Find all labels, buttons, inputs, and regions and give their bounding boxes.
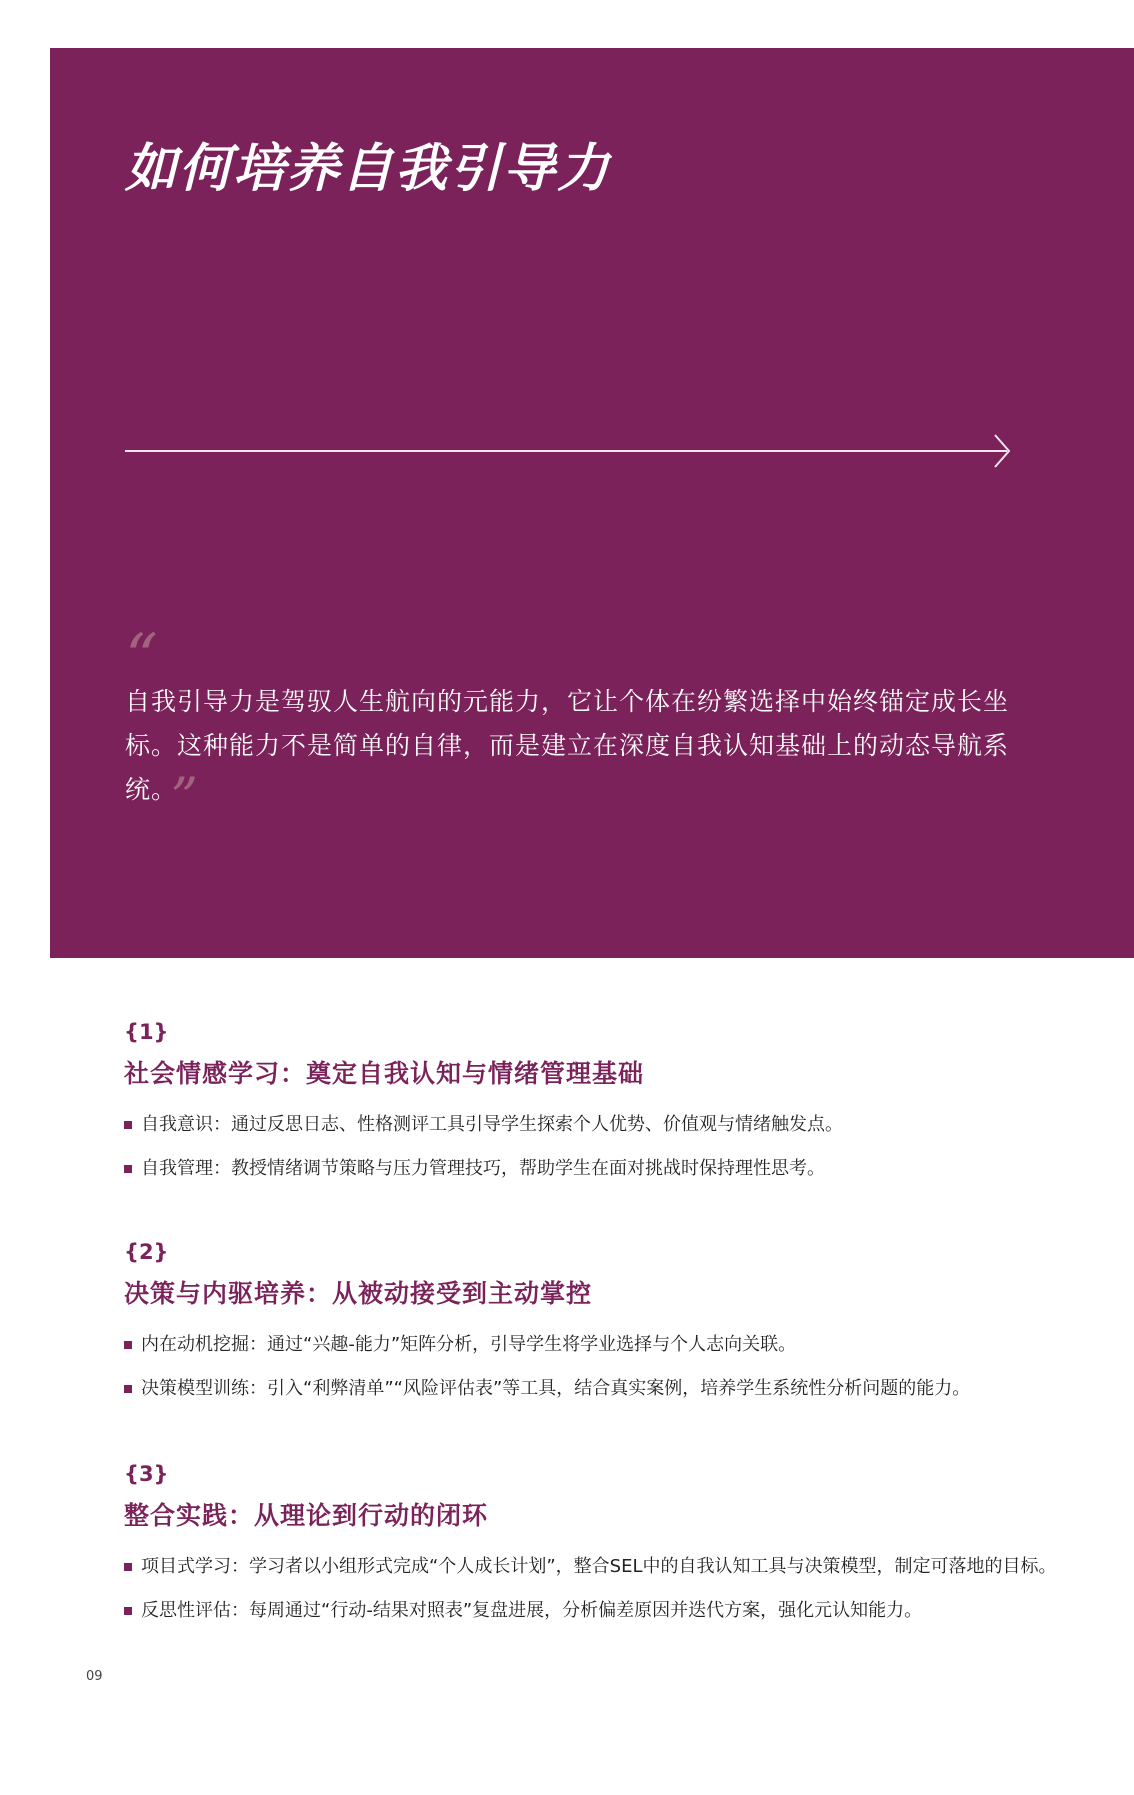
section-list (124, 1110, 1064, 1184)
square-bullet-icon (124, 1563, 132, 1571)
square-bullet-icon (124, 1121, 132, 1129)
section-title: 整合实践：从理论到行动的闭环 (124, 1501, 489, 1530)
section-3 (124, 1462, 1064, 1640)
section-number: {3} (124, 1462, 169, 1486)
section-title: 决策与内驱培养：从被动接受到主动掌控 (124, 1279, 593, 1308)
hero-banner (50, 48, 1134, 958)
square-bullet-icon (124, 1341, 132, 1349)
page-number: 09 (86, 1669, 103, 1684)
list-item: 决策模型训练：引入“利弊清单”“风险评估表”等工具，结合真实案例，培养学生系统性分析问题的能力。 (124, 1374, 1064, 1404)
section-list (124, 1552, 1064, 1626)
hero-quote-text: 自我引导力是驾驭人生航向的元能力，它让个体在纷繁选择中始终锚定成长坐标。这种能力不是简单的自律，而是建立在深度自我认知基础上的动态导航系统。 (125, 687, 1010, 804)
square-bullet-icon (124, 1607, 132, 1615)
list-item: 内在动机挖掘：通过“兴趣-能力”矩阵分析，引导学生将学业选择与个人志向关联。 (124, 1330, 1064, 1360)
section-list (124, 1330, 1064, 1404)
list-item: 反思性评估：每周通过“行动-结果对照表”复盘进展，分析偏差原因并迭代方案，强化元认知能力。 (124, 1596, 1064, 1626)
open-quote-icon: “ (125, 621, 158, 695)
square-bullet-icon (124, 1385, 132, 1393)
arrow-right-icon (125, 431, 1015, 471)
page-title: 如何培养自我引导力 (125, 139, 612, 199)
hero-quote (125, 680, 1025, 829)
close-quote-icon: ” (170, 766, 200, 829)
list-item: 自我管理：教授情绪调节策略与压力管理技巧，帮助学生在面对挑战时保持理性思考。 (124, 1154, 1064, 1184)
section-1 (124, 1020, 1064, 1198)
list-item: 项目式学习：学习者以小组形式完成“个人成长计划”，整合SEL中的自我认知工具与决策模型，制定可落地的目标。 (124, 1552, 1064, 1582)
list-item: 自我意识：通过反思日志、性格测评工具引导学生探索个人优势、价值观与情绪触发点。 (124, 1110, 1064, 1140)
square-bullet-icon (124, 1165, 132, 1173)
section-number: {1} (124, 1020, 169, 1044)
section-2 (124, 1240, 1064, 1418)
section-number: {2} (124, 1240, 169, 1264)
section-title: 社会情感学习：奠定自我认知与情绪管理基础 (124, 1059, 645, 1088)
